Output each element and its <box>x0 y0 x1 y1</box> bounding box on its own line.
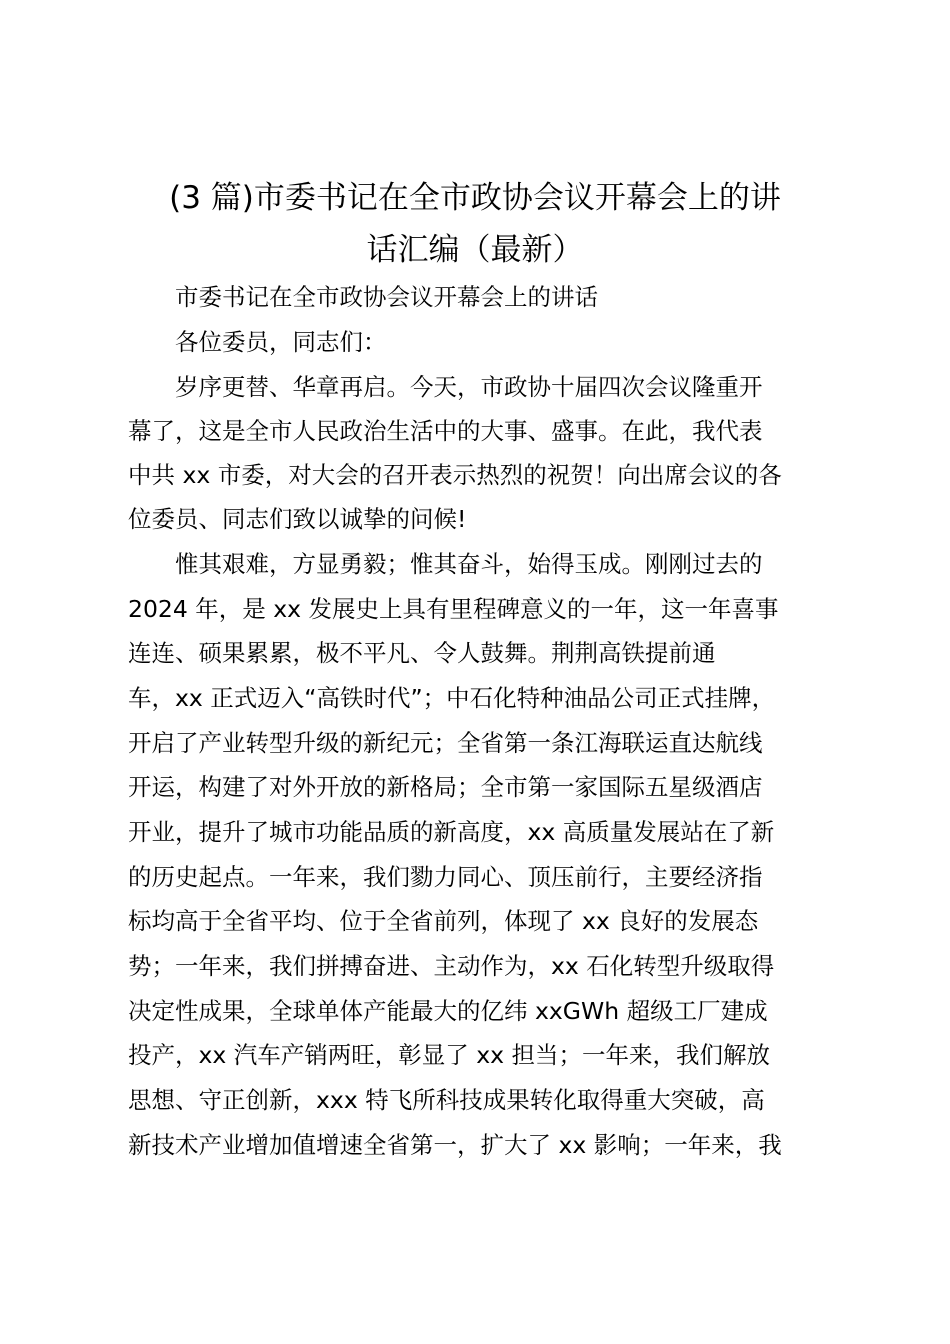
body-line: 新技术产业增加值增速全省第一，扩大了 xx 影响；一年来，我 <box>128 1131 782 1159</box>
body-line: 开运，构建了对外开放的新格局；全市第一家国际五星级酒店 <box>128 773 763 801</box>
body-line: 中共 xx 市委，对大会的召开表示热烈的祝贺！向出席会议的各 <box>128 461 782 489</box>
title-line-2: 话汇编（最新） <box>366 232 584 268</box>
body-line: 幕了，这是全市人民政治生活中的大事、盛事。在此，我代表 <box>128 417 763 445</box>
salutation: 各位委员，同志们： <box>128 328 387 356</box>
body-line: 的历史起点。一年来，我们勠力同心、顶压前行，主要经济指 <box>128 863 763 891</box>
body-line: 投产，xx 汽车产销两旺，彰显了 xx 担当；一年来，我们解放 <box>128 1041 771 1069</box>
body-line: 开启了产业转型升级的新纪元；全省第一条江海联运直达航线 <box>128 729 763 757</box>
body-line: 连连、硕果累累，极不平凡、令人鼓舞。荆荆高铁提前通 <box>128 639 716 667</box>
body-line: 位委员、同志们致以诚挚的问候! <box>128 505 467 533</box>
document-title <box>110 172 840 276</box>
speech-heading: 市委书记在全市政协会议开幕会上的讲话 <box>128 283 598 311</box>
body-line: 势；一年来，我们拼搏奋进、主动作为，xx 石化转型升级取得 <box>128 952 775 980</box>
body-line: 惟其艰难，方显勇毅；惟其奋斗，始得玉成。刚刚过去的 <box>128 550 763 578</box>
body-line: 思想、守正创新，xxx 特飞所科技成果转化取得重大突破，高 <box>128 1086 765 1114</box>
body-line: 决定性成果，全球单体产能最大的亿纬 xxGWh 超级工厂建成 <box>128 997 768 1025</box>
body-line: 开业，提升了城市功能品质的新高度，xx 高质量发展站在了新 <box>128 818 775 846</box>
title-line-1: (3 篇)市委书记在全市政协会议开幕会上的讲 <box>169 180 781 216</box>
body-line: 2024 年，是 xx 发展史上具有里程碑意义的一年，这一年喜事 <box>128 595 779 623</box>
body-line: 岁序更替、华章再启。今天，市政协十届四次会议隆重开 <box>128 373 763 401</box>
body-line: 车，xx 正式迈入“高铁时代”；中石化特种油品公司正式挂牌， <box>128 684 776 712</box>
body-line: 标均高于全省平均、位于全省前列，体现了 xx 良好的发展态 <box>128 907 759 935</box>
